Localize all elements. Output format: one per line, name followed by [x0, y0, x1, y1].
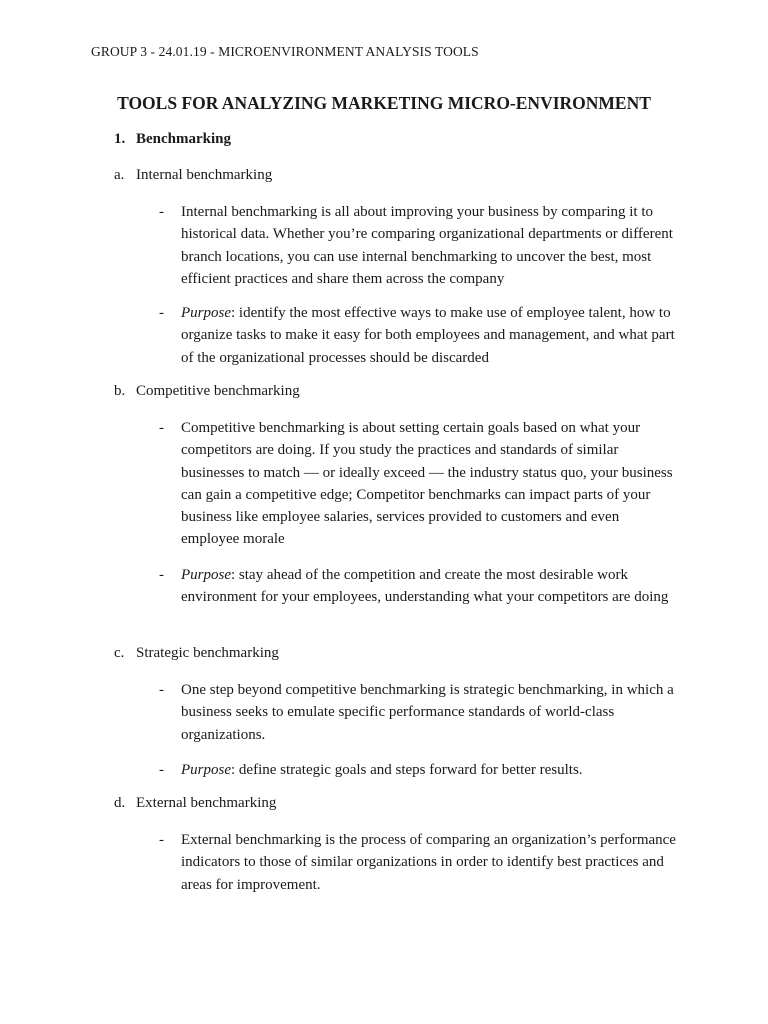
subsection-title: Competitive benchmarking [136, 383, 300, 399]
bullet-text [181, 302, 679, 369]
section-heading-benchmarking [114, 131, 231, 148]
bullet-text: Competitive benchmarking is about setting certain goals based on what your competitors are doing. If you study the practices and standards of similar businesses to match — or ideally exceed — the industry status quo, your business can gain a competitive edge; Competitor benchmarks can impact parts of your business like employee salaries, services provided to customers and even employee morale [181, 420, 673, 548]
subsection-title: Strategic benchmarking [136, 645, 279, 661]
subsection-letter: b. [114, 383, 126, 399]
dash-marker: - [159, 832, 164, 848]
subsection-heading-internal [114, 167, 272, 184]
bullet-text: One step beyond competitive benchmarking is strategic benchmarking, in which a business seeks to emulate specific performance standards of world-class organizations. [181, 682, 674, 743]
bullet-text: External benchmarking is the process of comparing an organization’s performance indicators to those of similar organizations in order to identify best practices and areas for improvement. [181, 832, 676, 893]
purpose-text: : identify the most effective ways to make use of employee talent, how to organize tasks to make it easy for both employees and management, and what part of the organizational processes should be discarded [181, 305, 675, 366]
dash-marker: - [159, 204, 164, 220]
subsection-letter: c. [114, 645, 125, 661]
dash-marker: - [159, 682, 164, 698]
bullet-item-purpose [159, 564, 679, 609]
bullet-text: Internal benchmarking is all about improving your business by comparing it to historical data. Whether you’re comparing organizational departments or different branch locations, you can use internal benchmarking to uncover the best, most efficient practices and share them across the company [181, 204, 673, 287]
bullet-text [181, 564, 679, 609]
purpose-label: Purpose [181, 305, 231, 321]
purpose-label: Purpose [181, 567, 231, 583]
document-title: TOOLS FOR ANALYZING MARKETING MICRO-ENVIRONMENT [117, 93, 651, 113]
dash-marker: - [159, 762, 164, 778]
purpose-text: : define strategic goals and steps forward for better results. [231, 762, 583, 778]
subsection-heading-strategic [114, 645, 279, 662]
bullet-item [159, 417, 679, 551]
subsection-letter: d. [114, 795, 126, 811]
section-title: Benchmarking [136, 131, 232, 147]
dash-marker: - [159, 305, 164, 321]
bullet-item-purpose [159, 759, 679, 781]
document-header: GROUP 3 - 24.01.19 - MICROENVIRONMENT ANALYSIS TOOLS [91, 44, 479, 59]
dash-marker: - [159, 420, 164, 436]
bullet-text [181, 759, 679, 781]
subsection-title: Internal benchmarking [136, 167, 273, 183]
subsection-heading-external [114, 795, 276, 812]
subsection-title: External benchmarking [136, 795, 277, 811]
section-number: 1. [114, 131, 126, 147]
dash-marker: - [159, 567, 164, 583]
subsection-heading-competitive [114, 383, 300, 400]
subsection-letter: a. [114, 167, 125, 183]
bullet-item [159, 829, 679, 896]
bullet-item-purpose [159, 302, 679, 369]
purpose-label: Purpose [181, 762, 231, 778]
bullet-item [159, 679, 679, 746]
purpose-text: : stay ahead of the competition and create the most desirable work environment for your employees, understanding what your competitors are doing [181, 567, 669, 606]
bullet-item [159, 201, 679, 290]
